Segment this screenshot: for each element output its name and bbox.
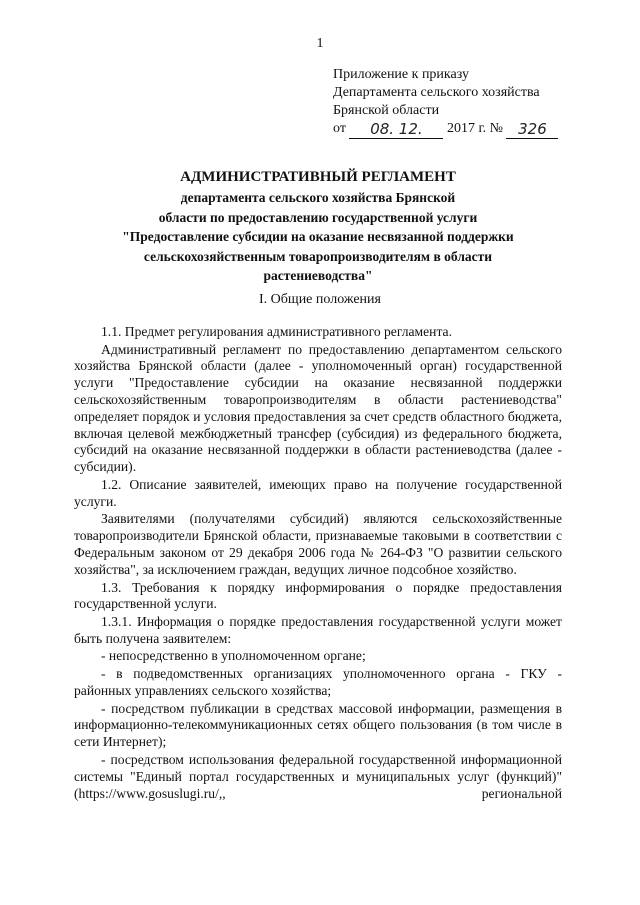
list-item-subordinate: - в подведомственных организациях уполномоченного органа - ГКУ - районных управлениях сельского хозяйства; (74, 666, 562, 698)
title-line-5: растениеводства" (263, 268, 373, 283)
appendix-line-3: Брянской области (333, 103, 440, 118)
title-line-1: департамента сельского хозяйства Брянской (180, 190, 456, 205)
paragraph-1-3: 1.3. Требования к порядку информирования о порядке предоставления государственной услуги. (74, 579, 562, 612)
paragraph-1-1: 1.1. Предмет регулирования административного регламента. (101, 324, 452, 339)
appendix-line-2: Департамента сельского хозяйства (333, 85, 540, 100)
appendix-date-line (333, 120, 558, 139)
list-item-media: - посредством публикации в средствах массовой информации, размещения в информационно-телекоммуникационных сетях общего пользования (в том числе в сети Интернет); (74, 700, 562, 750)
year-text: 2017 г. № (446, 121, 503, 136)
page-number: 1 (316, 36, 324, 51)
paragraph-regulation-scope: Административный регламент по предоставлению департаментом сельского хозяйства Брянской области (далее - уполномоченный орган) государственной услуги "Предоставление субсидии на оказание несвязанной поддержки сельскохозяйственным товаропроизводителям в области растениеводства" определяет порядок и условия предоставления за счет средств областного бюджета, включая целевой межбюджетный трансфер (субсидия) из федерального бюджета, субсидий на оказание несвязанной поддержки в области растениеводства (далее - субсидии). (74, 341, 562, 475)
title-line-4: сельскохозяйственным товаропроизводителям в области (143, 248, 493, 264)
appendix-header (333, 66, 558, 139)
document-title (70, 168, 566, 286)
title-line-2: области по предоставлению государственной услуги (158, 209, 478, 225)
paragraph-1-2: 1.2. Описание заявителей, имеющих право на получение государственной услуги. (74, 476, 562, 509)
handwritten-date: 08. 12. (349, 122, 443, 139)
paragraph-1-3-1: 1.3.1. Информация о порядке предоставления государственной услуги может быть получена заявителем: (74, 614, 562, 646)
paragraph-applicants: Заявителями (получателями субсидий) являются сельскохозяйственные товаропроизводители Брянской области, признаваемые таковыми в соответствии с Федеральным законом от 29 декабря 2006 года № 264-ФЗ "О развитии сельского хозяйства", за исключением граждан, ведущих личное подсобное хозяйство. (74, 511, 562, 577)
date-prefix: от (333, 121, 346, 136)
handwritten-order-number: 326 (506, 122, 558, 139)
section-heading: I. Общие положения (259, 292, 381, 307)
title-main: АДМИНИСТРАТИВНЫЙ РЕГЛАМЕНТ (180, 169, 456, 185)
list-item-direct: - непосредственно в уполномоченном органе; (101, 648, 366, 664)
appendix-line-1: Приложение к приказу (333, 67, 469, 82)
title-line-3: "Предоставление субсидии на оказание несвязанной поддержки (122, 229, 514, 244)
document-body (74, 324, 562, 803)
list-item-portal: - посредством использования федеральной государственной информационной системы "Единый портал государственных и муниципальных услуг (функций)" (https://www.gosuslugi.ru/,, региональной (74, 751, 562, 801)
